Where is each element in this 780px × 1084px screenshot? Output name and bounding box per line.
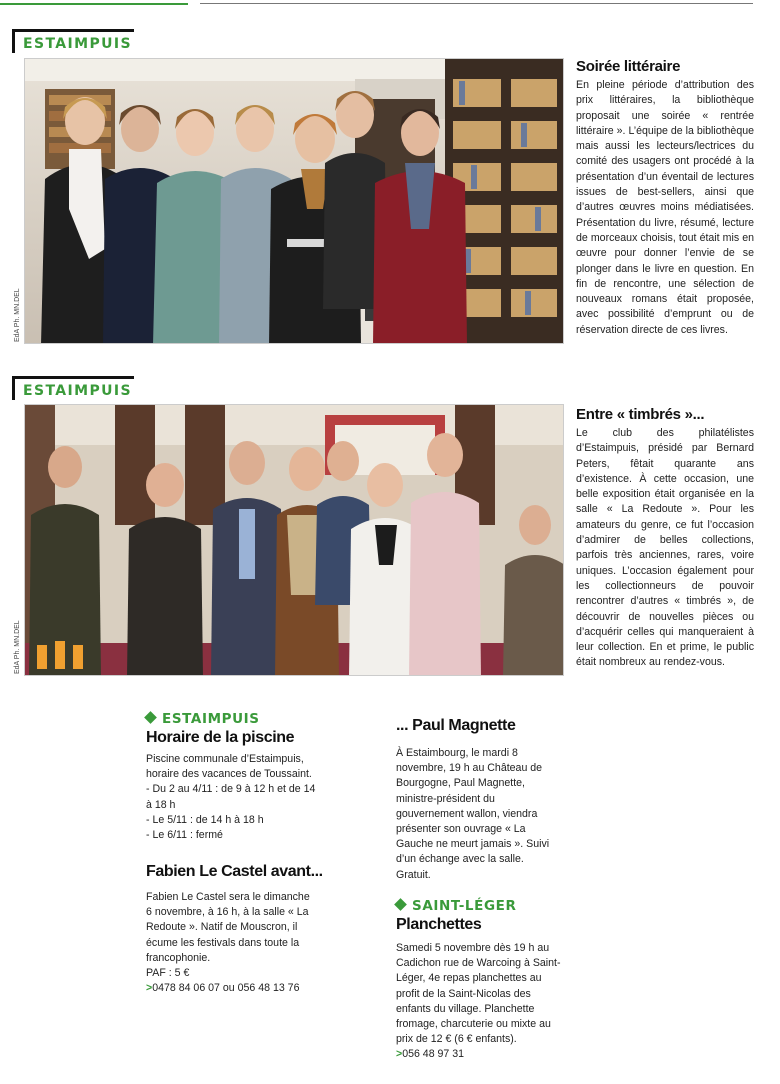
brief-magnette-line: d’un échange avec la salle. — [396, 853, 524, 866]
section2-photo-credit: EdA Ph. MN.DEL — [14, 620, 21, 674]
brief-planchettes-title: Planchettes — [396, 916, 482, 933]
brief-planchettes — [396, 897, 568, 1063]
brief-magnette-line: ministre-président du — [396, 792, 495, 805]
brief-planchettes-phone: >056 48 97 31 — [396, 1048, 465, 1061]
diamond-bullet-icon — [394, 898, 407, 911]
brief-magnette-line: présenter son ouvrage « La — [396, 823, 526, 836]
brief-magnette-line: Gratuit. — [396, 868, 431, 881]
brief-planchettes-line: Samedi 5 novembre dès 19 h au — [396, 942, 550, 954]
brief-planchettes-line: Léger, 4e repas planchettes au — [396, 972, 542, 985]
brief-piscine-line: Piscine communale d’Estaimpuis, — [146, 753, 304, 765]
section1-locality: ESTAIMPUIS — [23, 36, 133, 52]
brief-fabien-line: 6 novembre, à 16 h, à la salle « La — [146, 906, 309, 919]
brief-fabien-line: écume les festivals dans toute la — [146, 936, 300, 949]
brief-planchettes-line: prix de 12 € (6 € enfants). — [396, 1033, 517, 1046]
top-rule — [200, 3, 753, 4]
brief-fabien-title: Fabien Le Castel avant... — [146, 863, 323, 880]
brief-piscine-line: - Le 5/11 : de 14 h à 18 h — [146, 813, 264, 826]
brief-planchettes-line: enfants du village. Planchette — [396, 1002, 535, 1015]
library-group-photo — [24, 58, 564, 344]
brief-piscine-line: à 18 h — [146, 798, 176, 811]
brief-magnette-line: À Estaimbourg, le mardi 8 — [396, 747, 518, 759]
section1-photo-credit: EdA Ph. MN.DEL — [14, 288, 21, 342]
section1-article — [576, 57, 754, 338]
brief-magnette-line: gouvernement wallon, viendra — [396, 807, 538, 820]
section2-title: Entre « timbrés »... — [576, 406, 705, 423]
brief-piscine-line: horaire des vacances de Toussaint. — [146, 768, 312, 781]
brief-fabien — [146, 862, 366, 996]
brief-fabien-line: Fabien Le Castel sera le dimanche — [146, 891, 310, 903]
brief-magnette-line: Bourgogne, Paul Magnette, — [396, 777, 525, 790]
brief-fabien-line: PAF : 5 € — [146, 967, 190, 980]
brief-magnette-line: Gauche ne meurt jamais ». Suivi — [396, 838, 550, 851]
brief-magnette-line: novembre, 19 h au Château de — [396, 762, 543, 775]
philately-club-photo — [24, 404, 564, 676]
brief-piscine-line: - Du 2 au 4/11 : de 9 à 12 h et de 14 — [146, 783, 316, 796]
brief-magnette — [396, 716, 566, 883]
section1-body: En pleine période d’attribution des prix littéraires, la bibliothèque proposait une soirée « rentrée littéraire ». L’équipe de la bibliothèque mais aussi les lecteurs/lectrices du comité des usagers ont procédé à la présentation d’un éventail de lectures issues de best-sellers, ainsi que d’autres œuvres moins médiatisées. Présentation du livre, résumé, lecture de morceaux choisis, tout était mis en œuvre pour donner l’envie de se plonger dans le livre en question. En fin de rencontre, une sélection de nouveaux romans était proposée, avec possibilité d’emprunt ou de réservation directe de ces livres. — [576, 79, 754, 336]
brief-piscine-line: - Le 6/11 : fermé — [146, 829, 223, 842]
section2-locality: ESTAIMPUIS — [23, 383, 133, 399]
section2-article — [576, 405, 754, 671]
arrow-marker-icon: > — [396, 1048, 403, 1061]
brief-fabien-line: francophonie. — [146, 951, 211, 964]
brief-fabien-line: Redoute ». Natif de Mouscron, il — [146, 921, 298, 934]
brief-magnette-title: ... Paul Magnette — [396, 717, 516, 734]
brief-piscine-locality: ESTAIMPUIS — [146, 710, 366, 728]
brief-planchettes-locality: SAINT-LÉGER — [396, 897, 568, 915]
brief-piscine-title: Horaire de la piscine — [146, 729, 295, 746]
arrow-marker-icon: > — [146, 982, 153, 995]
top-rule-accent — [0, 3, 188, 5]
brief-planchettes-line: fromage, charcuterie ou mixte au — [396, 1018, 551, 1031]
brief-planchettes-line: Cadichon rue de Warcoing à Saint- — [396, 957, 561, 970]
brief-fabien-phone: >0478 84 06 07 ou 056 48 13 76 — [146, 982, 300, 995]
diamond-bullet-icon — [144, 711, 157, 724]
brief-planchettes-line: profit de la Saint-Nicolas des — [396, 987, 531, 1000]
brief-piscine — [146, 710, 366, 843]
section2-body: Le club des philatélistes d’Estaimpuis, présidé par Bernard Peters, fêtait quarante ans d’existence. À cette occasion, une belle exposition était organisée en la salle « La Redoute ». Pour les amateurs du genre, ce fut l’occasion d’admirer de belles collections, parfois très anciennes, rares, voire uniques. L’occasion également pour les collectionneurs de pouvoir rencontrer d’autres « timbrés », de découvrir de nouvelles pièces ou d’acquérir celles qui manqueraient à leur collection. En et prime, le public était nombreux au rendez-vous. — [576, 427, 754, 669]
section1-title: Soirée littéraire — [576, 58, 681, 75]
